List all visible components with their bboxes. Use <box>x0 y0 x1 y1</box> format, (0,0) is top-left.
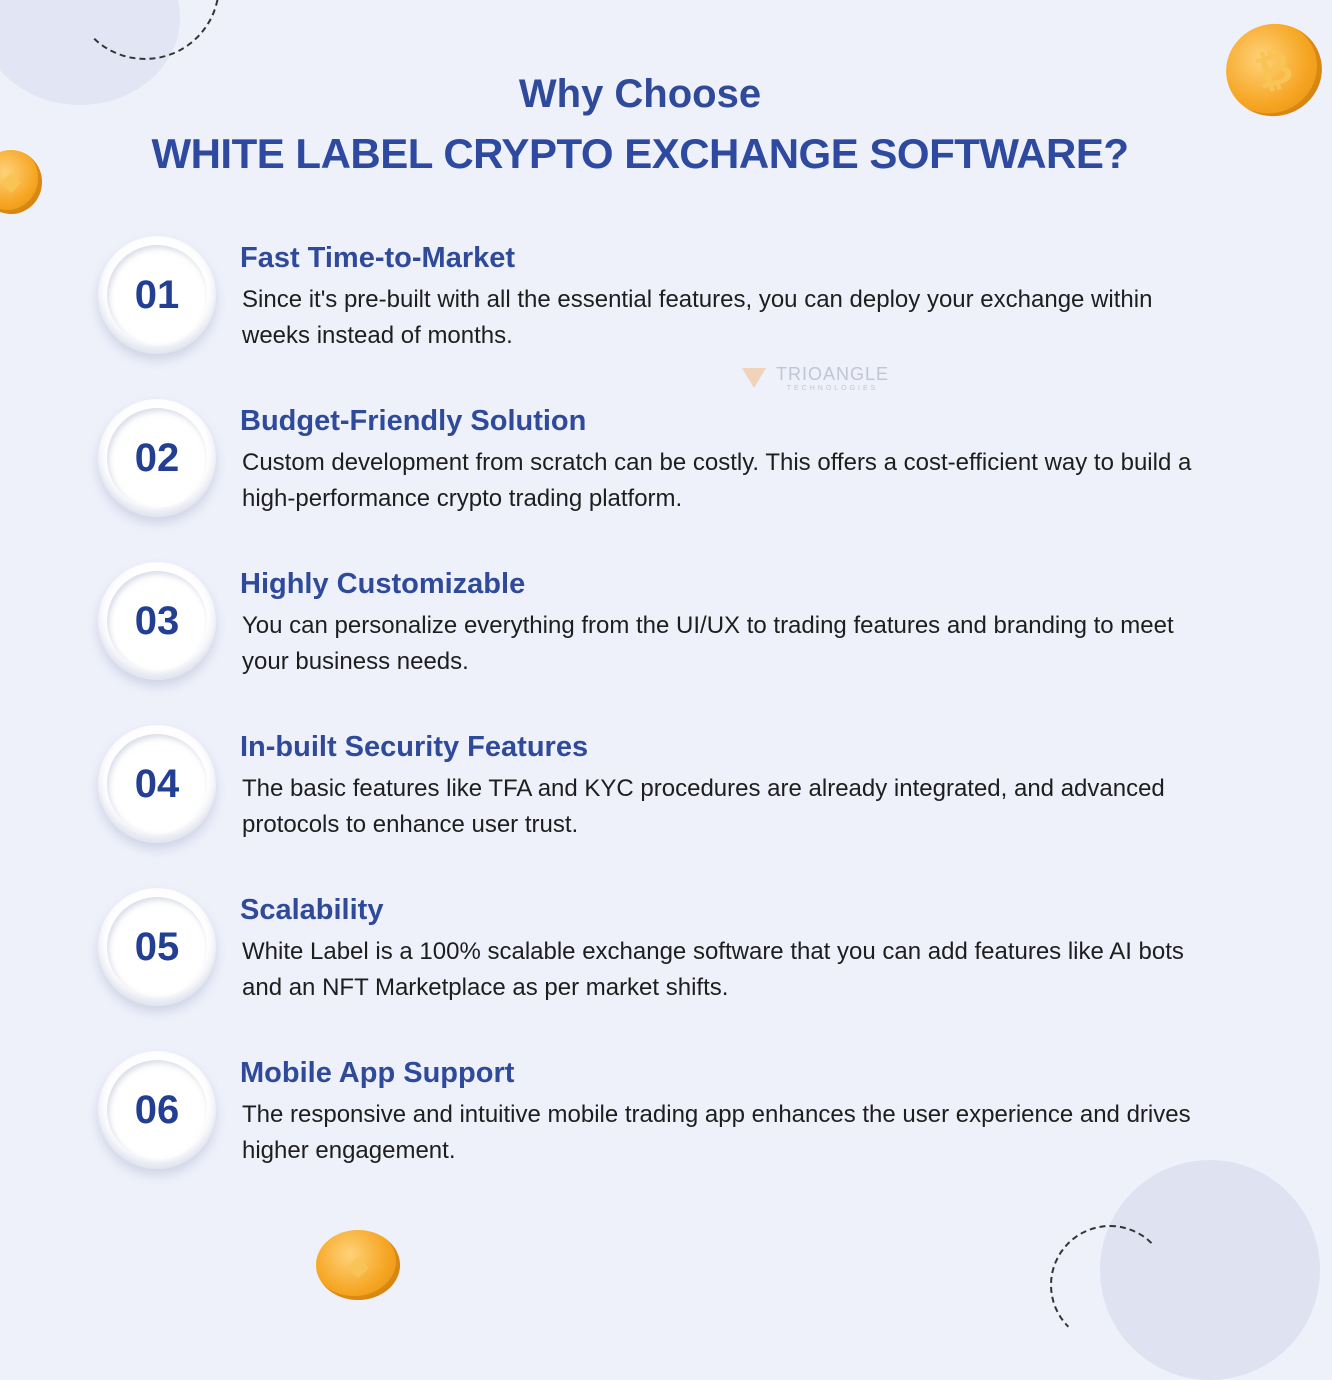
item-number: 06 <box>134 1087 180 1132</box>
item-number: 03 <box>134 598 180 643</box>
item-title: Mobile App Support <box>240 1057 515 1089</box>
trioangle-watermark-logo <box>740 364 889 392</box>
list-item <box>96 888 1216 1018</box>
item-number: 02 <box>134 435 180 480</box>
bitcoin-coin-icon: ₿ <box>1216 13 1332 127</box>
watermark-subtitle: TECHNOLOGIES <box>786 385 879 392</box>
page-header <box>0 70 1280 180</box>
number-badge <box>98 1051 216 1169</box>
dashed-arc-bottom-right <box>1050 1225 1170 1345</box>
item-description: The responsive and intuitive mobile trading app enhances the user experience and drives higher engagement. <box>242 1101 1191 1164</box>
watermark-name: TRIOANGLE <box>776 364 890 384</box>
item-number: 05 <box>134 924 180 969</box>
ethereum-coin-bottom-icon: ◆ <box>316 1230 400 1300</box>
item-title: Fast Time-to-Market <box>240 242 516 274</box>
list-item <box>96 399 1216 529</box>
item-description: White Label is a 100% scalable exchange software that you can add features like AI bots and an NFT Marketplace as per market shifts. <box>242 938 1184 1001</box>
item-description: Since it's pre-built with all the essential features, you can deploy your exchange within weeks instead of months. <box>242 286 1153 349</box>
page-title: WHITE LABEL CRYPTO EXCHANGE SOFTWARE? <box>151 130 1129 177</box>
item-title: Budget-Friendly Solution <box>240 405 587 437</box>
number-badge <box>98 888 216 1006</box>
item-description: You can personalize everything from the UI/UX to trading features and branding to meet your business needs. <box>242 612 1174 675</box>
item-number: 01 <box>134 272 180 317</box>
number-badge <box>98 562 216 680</box>
ethereum-coin-icon: ◆ <box>0 150 42 214</box>
item-description: The basic features like TFA and KYC procedures are already integrated, and advanced protocols to enhance user trust. <box>242 775 1165 838</box>
number-badge <box>98 399 216 517</box>
list-item <box>96 236 1216 366</box>
header-subtitle: Why Choose <box>518 72 762 116</box>
list-item <box>96 725 1216 855</box>
list-item <box>96 1051 1216 1181</box>
item-description: Custom development from scratch can be costly. This offers a cost-efficient way to build a high-performance crypto trading platform. <box>242 449 1192 512</box>
trioangle-logo-icon <box>740 366 768 390</box>
item-title: In-built Security Features <box>240 731 589 763</box>
item-title: Scalability <box>240 894 384 926</box>
item-number: 04 <box>134 761 180 806</box>
number-badge <box>98 725 216 843</box>
item-title: Highly Customizable <box>240 568 526 600</box>
list-item <box>96 562 1216 692</box>
number-badge <box>98 236 216 354</box>
